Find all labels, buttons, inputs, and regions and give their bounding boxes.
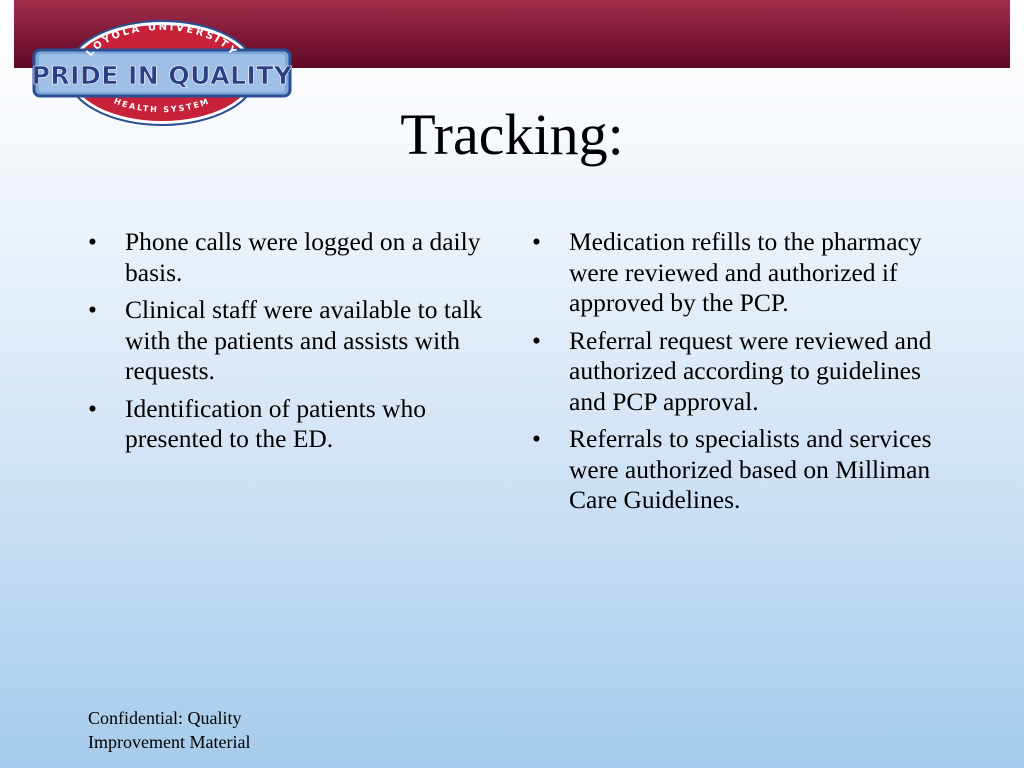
bullet-text: Phone calls were logged on a daily basis.	[125, 227, 481, 287]
right-bullet-list	[532, 227, 942, 523]
left-bullet-list	[88, 227, 504, 462]
footer-line-1: Confidential: Quality	[88, 708, 242, 728]
logo-banner-text: PRIDE IN QUALITY	[32, 61, 292, 90]
list-item	[88, 295, 504, 387]
logo-arc-top-text: LOYOLA UNIVERSITY	[84, 21, 240, 59]
footer-line-2: Improvement Material	[88, 732, 251, 752]
bullet-icon: •	[532, 424, 541, 453]
bullet-icon: •	[88, 227, 97, 256]
bullet-icon: •	[532, 227, 541, 256]
list-item	[532, 227, 942, 319]
bullet-text: Clinical staff were available to talk with the patients and assists with requests.	[125, 295, 483, 385]
bullet-icon: •	[88, 295, 97, 324]
list-item	[532, 326, 942, 418]
bullet-text: Medication refills to the pharmacy were reviewed and authorized if approved by the PCP.	[569, 227, 922, 317]
bullet-text: Referrals to specialists and services were authorized based on Milliman Care Guidelines.	[569, 424, 932, 514]
list-item	[532, 424, 942, 516]
list-item	[88, 394, 504, 455]
slide-title: Tracking:	[400, 102, 624, 167]
bullet-text: Identification of patients who presented to the ED.	[125, 393, 426, 453]
bullet-text: Referral request were reviewed and authorized according to guidelines and PCP approval.	[569, 325, 932, 416]
logo-arc-bottom-text: HEALTH SYSTEM	[112, 96, 212, 115]
bullet-icon: •	[532, 325, 541, 355]
confidential-footer	[88, 706, 308, 754]
bullet-icon: •	[88, 393, 97, 423]
list-item	[88, 227, 504, 288]
